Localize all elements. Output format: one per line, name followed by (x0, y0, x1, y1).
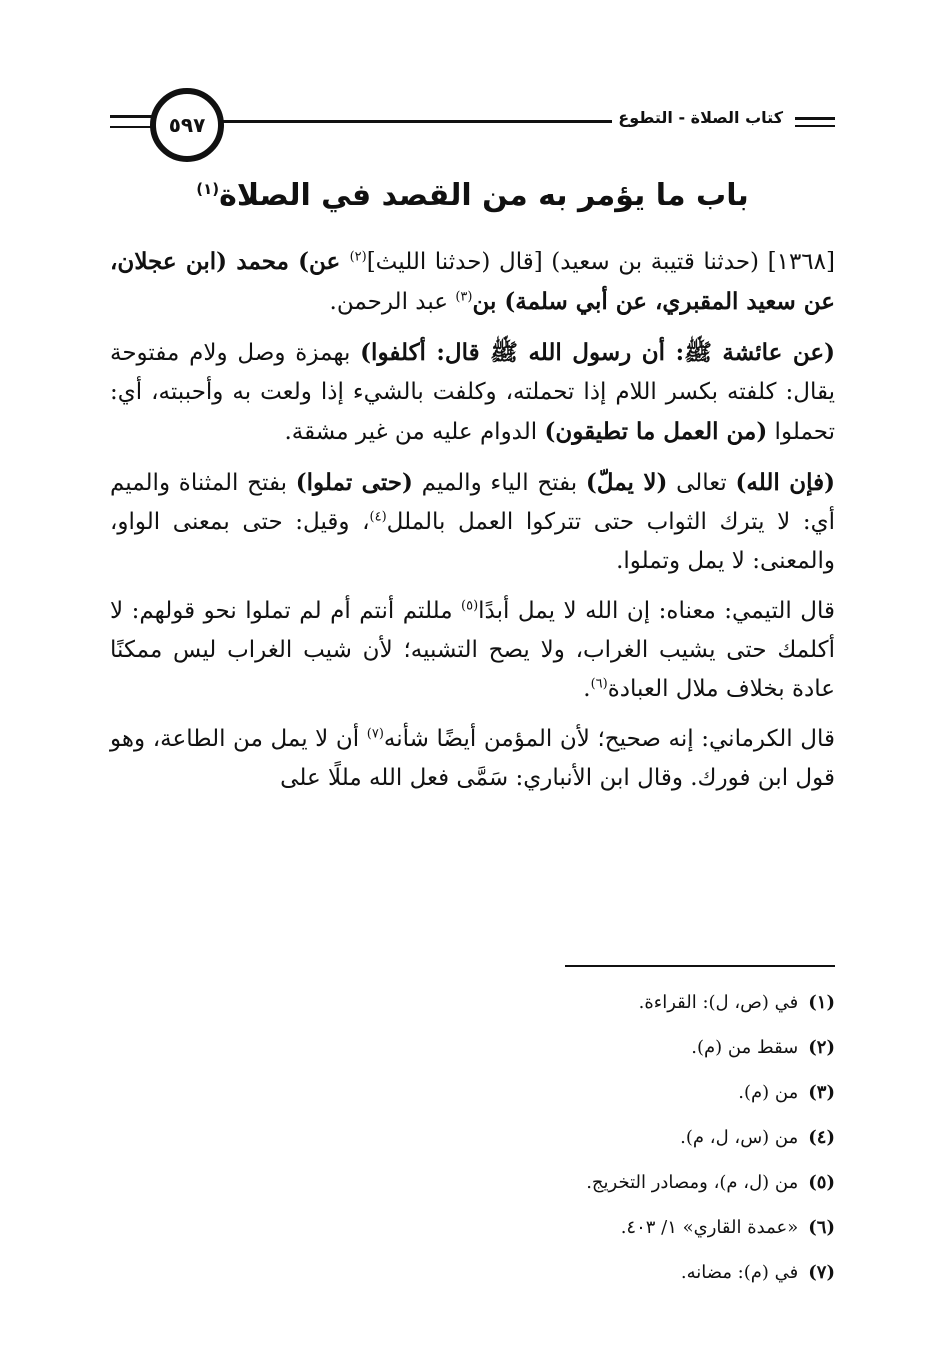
header-rule (210, 120, 630, 123)
footnote-number: (٤) (808, 1127, 835, 1148)
footnote-ref: (٥) (461, 598, 479, 614)
running-head: كتاب الصلاة - التطوع (612, 108, 789, 127)
footnote-text: من (ل، م)، ومصادر التخريج. (586, 1172, 799, 1193)
body-text (110, 242, 835, 809)
footnote (110, 1160, 835, 1205)
footnote-ref: (٢) (349, 249, 367, 265)
text-run: مللتم أنتم أم لم تملوا نحو قولهم: لا أكلمك حتى يشيب الغراب، ولا يصح التشبيه؛ لأن شيب الغراب ليس ممكنًا عادة بخلاف ملال العبادة (110, 598, 835, 702)
text-run: قال الكرماني: إنه صحيح؛ لأن المؤمن أيضًا شأنه (383, 726, 835, 752)
footnote (110, 1025, 835, 1070)
footnote-text: «عمدة القاري» ١/ ٤٠٣. (620, 1217, 799, 1238)
text-run-bold: (عن عائشة ﷺ: أن رسول الله ﷺ قال: أكلفوا) (360, 339, 835, 366)
page-number: ٥٩٧ (150, 88, 224, 162)
header-rule (795, 125, 835, 127)
footnote-ref: (٧) (366, 726, 384, 742)
paragraph-3 (110, 463, 835, 581)
text-run-bold: (فإن الله) (735, 469, 835, 496)
paragraph-5 (110, 720, 835, 798)
footnote-number: (٧) (808, 1262, 835, 1283)
paragraph-2 (110, 333, 835, 452)
footnote (110, 1205, 835, 1250)
footnote-text: سقط من (م). (691, 1037, 799, 1058)
text-run: بهمزة وصل ولام مفتوحة يقال: كلفته بكسر اللام إذا تحملته، وكلفت بالشيء إذا ولعت به وأحببته، أي: تحملوا (110, 340, 835, 445)
text-run: ، وقيل: حتى بمعنى الواو، والمعنى: لا يمل وتملوا. (110, 509, 835, 574)
footnote-number: (١) (808, 992, 835, 1013)
footnote (110, 1070, 835, 1115)
footnote-ref: (٤) (369, 509, 387, 525)
footnote-separator (565, 965, 835, 967)
text-run: الدوام عليه من غير مشقة. (284, 419, 545, 445)
footnote-number: (٣) (808, 1082, 835, 1103)
paragraph-4 (110, 592, 835, 709)
text-run: بفتح المثناة والميم أي: لا يترك الثواب حتى تتركوا العمل بالملل (110, 470, 835, 535)
footnote-ref: (٦) (590, 676, 608, 692)
text-run: قال التيمي: معناه: إن الله لا يمل أبدًا (478, 598, 835, 624)
text-run: . (583, 676, 591, 702)
footnote (110, 1115, 835, 1160)
footnote-text: من (م). (738, 1082, 799, 1103)
text-run: تعالى (667, 470, 736, 496)
footnote-text: من (س، ل، م). (680, 1127, 799, 1148)
footnote-number: (٢) (808, 1037, 835, 1058)
text-run: عبد الرحمن. (329, 289, 456, 315)
footnote (110, 1250, 835, 1295)
text-run-bold: عن) محمد (ابن عجلان، عن سعيد المقبري، عن أبي سلمة) بن (110, 248, 835, 315)
page-header (110, 88, 835, 168)
chapter-title (110, 178, 835, 213)
text-run-bold: (لا يملّ) (585, 469, 668, 496)
footnote-text: في (م): مضانه. (680, 1262, 799, 1283)
text-run-bold: (من العمل ما تطيقون) (544, 418, 768, 445)
footnote-number: (٦) (808, 1217, 835, 1238)
text-run: [١٣٦٨] (حدثنا قتيبة بن سعيد) [قال (حدثنا الليث] (366, 249, 835, 275)
chapter-title-text: باب ما يؤمر به من القصد في الصلاة (219, 178, 749, 213)
text-run: أن لا يمل من الطاعة، وهو قول ابن فورك. وقال ابن الأنباري: سَمَّى فعل الله مللًا على (110, 726, 835, 791)
footnotes (110, 980, 835, 1295)
footnote-ref: (١) (196, 180, 220, 198)
paragraph-1 (110, 242, 835, 322)
footnote-number: (٥) (808, 1172, 835, 1193)
text-run: بفتح الياء والميم (412, 470, 586, 496)
text-run-bold: (حتى تملوا) (295, 469, 413, 496)
header-rule (795, 117, 835, 120)
footnote-text: في (ص، ل): القراءة. (638, 992, 799, 1013)
footnote-ref: (٣) (455, 289, 473, 305)
footnote (110, 980, 835, 1025)
